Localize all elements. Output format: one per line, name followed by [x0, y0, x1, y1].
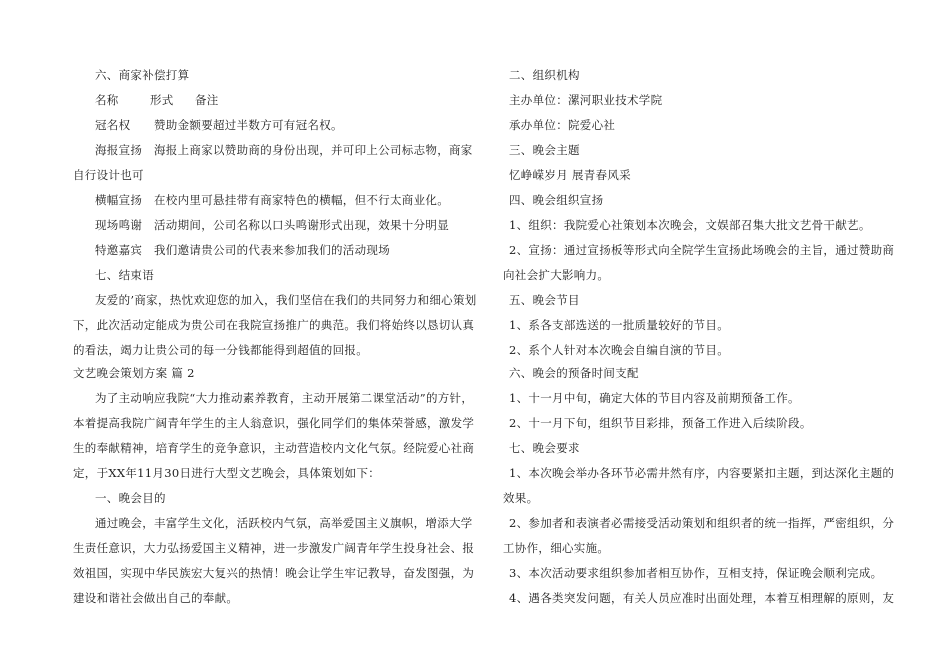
table-row — [95, 243, 390, 257]
paragraph-line: 效果。 — [503, 491, 539, 505]
paragraph-line: 向社会扩大影响力。 — [503, 268, 610, 282]
paragraph-line: 建设和谐社会做出自己的奉献。 — [73, 591, 239, 605]
section-heading: 七、结束语 — [95, 268, 154, 282]
paragraph-line: 2、系个人针对本次晚会自编自演的节目。 — [509, 343, 730, 357]
paragraph-line: 工协作，细心实施。 — [503, 541, 610, 555]
section-heading: 一、晚会目的 — [95, 491, 166, 505]
table-row — [95, 218, 449, 232]
row-key: 冠名权 — [95, 118, 131, 132]
row-text: 海报上商家以赞助商的身份出现，并可印上公司标志物，商家 — [154, 143, 473, 157]
header-form: 形式 — [150, 93, 174, 107]
paragraph-line: 效祖国，实现中华民族宏大复兴的热情！晚会让学生牢记教导，奋发图强，为 — [73, 566, 475, 580]
row-key: 海报宣扬 — [95, 143, 143, 157]
row-continuation: 自行设计也可 — [73, 168, 144, 182]
table-row — [95, 193, 449, 207]
paragraph-line: 本着提高我院广阔青年学生的主人翁意识，强化同学们的集体荣誉感，激发学 — [73, 416, 475, 430]
row-key: 特邀嘉宾 — [95, 243, 143, 257]
paragraph-line: 2、参加者和表演者必需接受活动策划和组织者的统一指挥，严密组织，分 — [509, 516, 895, 530]
section-heading: 三、晚会主题 — [509, 143, 580, 157]
paragraph-line: 友爱的’商家，热忱欢迎您的加入，我们坚信在我们的共同努力和细心策划 — [95, 293, 477, 307]
paragraph-line: 通过晚会，丰富学生文化，活跃校内气氛，高举爱国主义旗帜，增添大学 — [95, 516, 473, 530]
section-heading: 六、商家补偿打算 — [95, 68, 190, 82]
section-heading: 六、晚会的预备时间支配 — [509, 366, 639, 380]
row-text: 赞助金额要超过半数方可有冠名权。 — [154, 118, 343, 132]
table-header — [95, 93, 219, 107]
paragraph-line: 3、本次活动要求组织参加者相互协作，互相支持，保证晚会顺利完成。 — [509, 566, 883, 580]
paragraph-line: 1、系各支部选送的一批质量较好的节目。 — [509, 318, 730, 332]
table-row — [95, 118, 343, 132]
paragraph-line: 2、宣扬：通过宣扬板等形式向全院学生宣扬此场晚会的主旨，通过赞助商 — [509, 243, 895, 257]
row-text: 我们邀请贵公司的代表来参加我们的活动现场 — [154, 243, 390, 257]
paragraph-line: 4、遇各类突发问题，有关人员应准时出面处理，本着互相理解的原则，友 — [509, 591, 895, 605]
section-heading: 四、晚会组织宣扬 — [509, 193, 604, 207]
paragraph-line: 生责任意识，大力弘扬爱国主义精神，进一步激发广阔青年学生投身社会、报 — [73, 541, 475, 555]
paragraph-line: 2、十一月下旬，组织节目彩排，预备工作进入后续阶段。 — [509, 416, 812, 430]
row-text: 在校内里可悬挂带有商家特色的横幅，但不行太商业化。 — [154, 193, 449, 207]
paragraph-line: 1、本次晚会举办各环节必需井然有序，内容要紧扣主题，到达深化主题的 — [509, 466, 895, 480]
paragraph-line: 定，于XX年11月30日进行大型文艺晚会，具体策划如下： — [73, 466, 381, 480]
paragraph-line: 下，此次活动定能成为贵公司在我院宣扬推广的典范。我们将始终以恳切认真 — [73, 318, 475, 332]
paragraph-line: 1、十一月中旬，确定大体的节目内容及前期预备工作。 — [509, 391, 800, 405]
theme-line: 忆峥嵘岁月 展青春风采 — [509, 168, 631, 182]
section-heading: 七、晚会要求 — [509, 441, 580, 455]
header-note: 备注 — [195, 93, 219, 107]
paragraph-line: 为了主动响应我院“大力推动素养教育，主动开展第二课堂活动”的方针， — [95, 391, 474, 405]
row-key: 现场鸣谢 — [95, 218, 143, 232]
plan-title: 文艺晚会策划方案 篇 2 — [73, 366, 195, 380]
paragraph-line: 生的奉献精神，培育学生的竞争意识，主动营造校内文化气氛。经院爱心社商 — [73, 441, 475, 455]
paragraph-line: 1、组织：我院爱心社策划本次晚会，文娱部召集大批文艺骨干献艺。 — [509, 218, 871, 232]
header-name: 名称 — [95, 93, 119, 107]
table-row — [95, 143, 473, 157]
section-heading: 五、晚会节目 — [509, 293, 580, 307]
row-text: 活动期间，公司名称以口头鸣谢形式出现，效果十分明显 — [154, 218, 449, 232]
section-heading: 二、组织机构 — [509, 68, 580, 82]
organizer-line: 承办单位：院爱心社 — [509, 118, 616, 132]
host-line: 主办单位：漯河职业技术学院 — [509, 93, 663, 107]
paragraph-line: 的看法，竭力让贵公司的每一分钱都能得到超值的回报。 — [73, 343, 368, 357]
row-key: 横幅宣扬 — [95, 193, 143, 207]
